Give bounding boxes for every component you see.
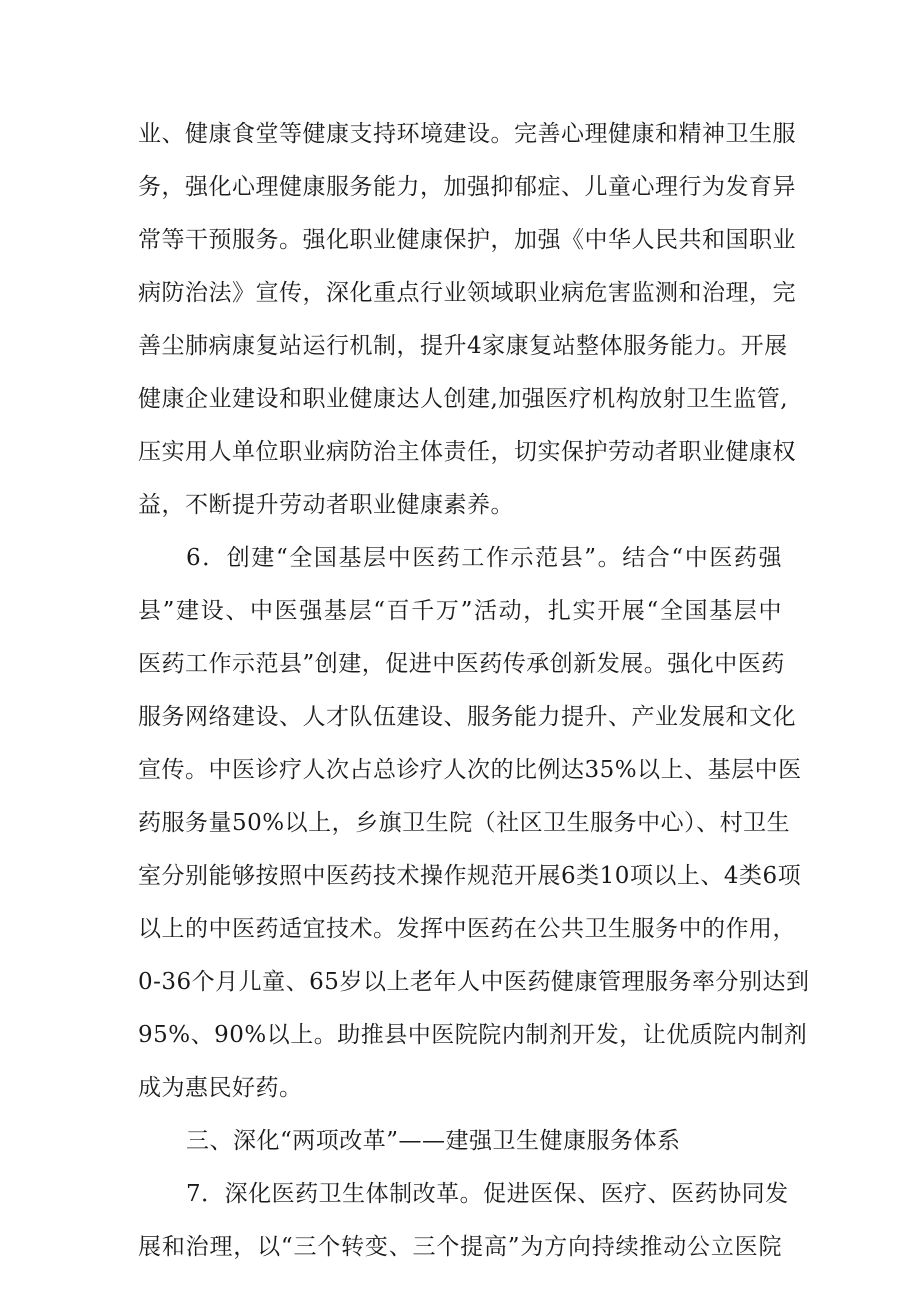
text-line: 健康企业建设和职业健康达人创建,加强医疗机构放射卫生监管,: [138, 386, 789, 412]
text-line: 务，强化心理健康服务能力，加强抑郁症、儿童心理行为发育异: [138, 174, 796, 200]
paragraph-item-6: [138, 532, 810, 1115]
text-line: 95%、90%以上。助推县中医院院内制剂开发，让优质院内制剂: [138, 1022, 808, 1048]
text-line: 病防治法》宣传，深化重点行业领域职业病危害监测和治理，完: [138, 280, 796, 306]
text-line: 7．深化医药卫生体制改革。促进医保、医疗、医药协同发: [186, 1181, 789, 1207]
paragraph-health-environment: [138, 108, 796, 532]
paragraph-item-7: [138, 1168, 789, 1274]
text-line: 善尘肺病康复站运行机制，提升4家康复站整体服务能力。开展: [138, 333, 788, 359]
text-line: 医药工作示范县”创建，促进中医药传承创新发展。强化中医药: [138, 651, 785, 677]
text-line: 益，不断提升劳动者职业健康素养。: [138, 492, 514, 518]
text-line: 常等干预服务。强化职业健康保护，加强《中华人民共和国职业: [138, 227, 796, 253]
text-line: 展和治理，以“三个转变、三个提高”为方向持续推动公立医院: [138, 1234, 782, 1260]
text-line: 6．创建“全国基层中医药工作示范县”。结合“中医药强: [186, 545, 782, 571]
text-line: 宣传。中医诊疗人次占总诊疗人次的比例达35%以上、基层中医: [138, 757, 802, 783]
text-line: 0-36个月儿童、65岁以上老年人中医药健康管理服务率分别达到: [138, 969, 810, 995]
document-body: [138, 108, 810, 1274]
section-heading-text: 三、深化“两项改革”——建强卫生健康服务体系: [186, 1128, 681, 1154]
text-line: 县”建设、中医强基层“百千万”活动，扎实开展“全国基层中: [138, 598, 782, 624]
text-line: 室分别能够按照中医药技术操作规范开展6类10项以上、4类6项: [138, 863, 802, 889]
section-heading-3: [138, 1115, 782, 1168]
text-line: 药服务量50%以上，乡旗卫生院（社区卫生服务中心）、村卫生: [138, 810, 791, 836]
text-line: 服务网络建设、人才队伍建设、服务能力提升、产业发展和文化: [138, 704, 796, 730]
text-line: 成为惠民好药。: [138, 1075, 303, 1101]
text-line: 业、健康食堂等健康支持环境建设。完善心理健康和精神卫生服: [138, 121, 796, 147]
text-line: 以上的中医药适宜技术。发挥中医药在公共卫生服务中的作用，: [138, 916, 796, 942]
text-line: 压实用人单位职业病防治主体责任，切实保护劳动者职业健康权: [138, 439, 796, 465]
